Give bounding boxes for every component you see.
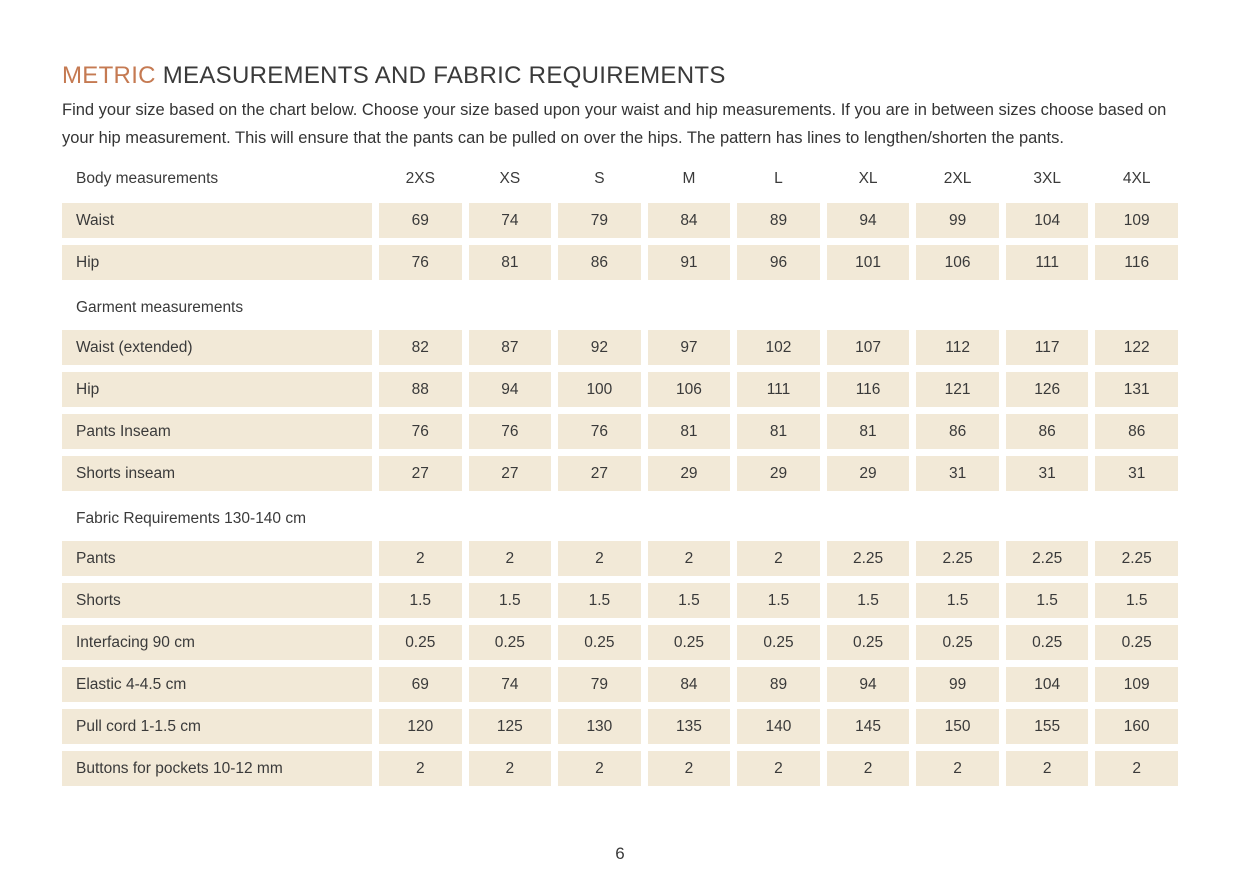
value-cell: 91: [648, 245, 731, 280]
value-cell: 1.5: [558, 583, 641, 618]
value-cell: 1.5: [1006, 583, 1089, 618]
value-cell: 92: [558, 330, 641, 365]
value-cell: 111: [1006, 245, 1089, 280]
size-column-header: 2XL: [943, 170, 972, 187]
value-cell: 86: [1006, 414, 1089, 449]
value-cell: 1.5: [827, 583, 910, 618]
value-cell: 76: [379, 414, 462, 449]
value-cell: 1.5: [916, 583, 999, 618]
row-label: Waist: [62, 203, 372, 238]
table-row: [62, 709, 1178, 744]
value-cell: 2: [737, 751, 820, 786]
value-cell: 0.25: [469, 625, 552, 660]
table-row: [62, 667, 1178, 702]
value-cell: 2: [648, 751, 731, 786]
value-cell: 2: [469, 541, 552, 576]
value-cell: 69: [379, 203, 462, 238]
table-row: [62, 330, 1178, 365]
value-cell: 2: [379, 751, 462, 786]
value-cell: 2: [648, 541, 731, 576]
value-cell: 27: [379, 456, 462, 491]
value-cell: 109: [1095, 667, 1178, 702]
page-number: 6: [615, 844, 625, 863]
row-label: Interfacing 90 cm: [62, 625, 372, 660]
value-cell: 76: [379, 245, 462, 280]
row-label: Elastic 4-4.5 cm: [62, 667, 372, 702]
value-cell: 2: [827, 751, 910, 786]
value-cell: 86: [916, 414, 999, 449]
page-title: [62, 62, 1178, 90]
table-row: [62, 751, 1178, 786]
table-row: [62, 456, 1178, 491]
size-column-header: L: [774, 170, 783, 187]
value-cell: 94: [827, 667, 910, 702]
table-row: [62, 583, 1178, 618]
value-cell: 104: [1006, 667, 1089, 702]
value-cell: 74: [469, 667, 552, 702]
value-cell: 79: [558, 667, 641, 702]
value-cell: 96: [737, 245, 820, 280]
row-label: Pants: [62, 541, 372, 576]
value-cell: 0.25: [1095, 625, 1178, 660]
row-label: Pull cord 1-1.5 cm: [62, 709, 372, 744]
value-cell: 126: [1006, 372, 1089, 407]
value-cell: 2.25: [1095, 541, 1178, 576]
value-cell: 0.25: [1006, 625, 1089, 660]
value-cell: 69: [379, 667, 462, 702]
value-cell: 0.25: [827, 625, 910, 660]
value-cell: 84: [648, 667, 731, 702]
value-cell: 104: [1006, 203, 1089, 238]
value-cell: 150: [916, 709, 999, 744]
value-cell: 94: [469, 372, 552, 407]
value-cell: 0.25: [379, 625, 462, 660]
value-cell: 79: [558, 203, 641, 238]
value-cell: 131: [1095, 372, 1178, 407]
value-cell: 121: [916, 372, 999, 407]
value-cell: 86: [558, 245, 641, 280]
section-header-row: [62, 508, 1178, 529]
value-cell: 155: [1006, 709, 1089, 744]
value-cell: 87: [469, 330, 552, 365]
value-cell: 76: [469, 414, 552, 449]
value-cell: 2: [916, 751, 999, 786]
table-row: [62, 625, 1178, 660]
value-cell: 112: [916, 330, 999, 365]
value-cell: 2.25: [1006, 541, 1089, 576]
value-cell: 145: [827, 709, 910, 744]
value-cell: 1.5: [379, 583, 462, 618]
value-cell: 2: [737, 541, 820, 576]
table-row: [62, 245, 1178, 280]
value-cell: 1.5: [469, 583, 552, 618]
value-cell: 81: [737, 414, 820, 449]
value-cell: 29: [648, 456, 731, 491]
value-cell: 109: [1095, 203, 1178, 238]
size-column-header: XS: [499, 170, 521, 187]
value-cell: 31: [1095, 456, 1178, 491]
size-fabric-table: [62, 169, 1178, 786]
intro-paragraph: Find your size based on the chart below. Choose your size based upon your waist and hip measurements. If you are in between sizes choose based on your hip measurement. This will ensure that the pants can be pulled on over the hips. The pattern has lines to lengthen/shorten the pants.: [62, 101, 1167, 147]
value-cell: 27: [558, 456, 641, 491]
value-cell: 84: [648, 203, 731, 238]
section-header-row: [62, 169, 1178, 189]
value-cell: 102: [737, 330, 820, 365]
value-cell: 2.25: [916, 541, 999, 576]
row-label: Pants Inseam: [62, 414, 372, 449]
section-header-label: Fabric Requirements 130-140 cm: [76, 509, 307, 527]
value-cell: 2: [469, 751, 552, 786]
value-cell: 120: [379, 709, 462, 744]
size-column-header: M: [682, 170, 696, 187]
value-cell: 82: [379, 330, 462, 365]
value-cell: 81: [827, 414, 910, 449]
value-cell: 99: [916, 203, 999, 238]
value-cell: 0.25: [737, 625, 820, 660]
size-column-header: S: [594, 170, 605, 187]
size-column-header: 3XL: [1033, 170, 1061, 187]
value-cell: 1.5: [648, 583, 731, 618]
value-cell: 2: [558, 751, 641, 786]
value-cell: 116: [1095, 245, 1178, 280]
table-row: [62, 414, 1178, 449]
value-cell: 94: [827, 203, 910, 238]
value-cell: 140: [737, 709, 820, 744]
value-cell: 86: [1095, 414, 1178, 449]
row-label: Waist (extended): [62, 330, 372, 365]
value-cell: 89: [737, 203, 820, 238]
value-cell: 0.25: [648, 625, 731, 660]
row-label: Hip: [62, 372, 372, 407]
value-cell: 130: [558, 709, 641, 744]
value-cell: 160: [1095, 709, 1178, 744]
value-cell: 122: [1095, 330, 1178, 365]
value-cell: 2: [1006, 751, 1089, 786]
value-cell: 81: [648, 414, 731, 449]
value-cell: 0.25: [558, 625, 641, 660]
section-header-label: Body measurements: [76, 170, 219, 187]
value-cell: 2: [379, 541, 462, 576]
value-cell: 31: [1006, 456, 1089, 491]
value-cell: 74: [469, 203, 552, 238]
table-row: [62, 541, 1178, 576]
value-cell: 1.5: [1095, 583, 1178, 618]
value-cell: 89: [737, 667, 820, 702]
value-cell: 99: [916, 667, 999, 702]
value-cell: 100: [558, 372, 641, 407]
value-cell: 29: [827, 456, 910, 491]
value-cell: 29: [737, 456, 820, 491]
value-cell: 2: [1095, 751, 1178, 786]
size-column-header: XL: [858, 170, 878, 187]
value-cell: 2: [558, 541, 641, 576]
page-title-rest: MEASUREMENTS AND FABRIC REQUIREMENTS: [155, 62, 726, 89]
value-cell: 97: [648, 330, 731, 365]
value-cell: 0.25: [916, 625, 999, 660]
page-title-accent: METRIC: [62, 62, 156, 89]
value-cell: 117: [1006, 330, 1089, 365]
table-row: [62, 203, 1178, 238]
value-cell: 106: [916, 245, 999, 280]
value-cell: 2.25: [827, 541, 910, 576]
value-cell: 101: [827, 245, 910, 280]
value-cell: 81: [469, 245, 552, 280]
value-cell: 27: [469, 456, 552, 491]
row-label: Shorts inseam: [62, 456, 372, 491]
value-cell: 107: [827, 330, 910, 365]
section-header-label: Garment measurements: [76, 298, 244, 316]
row-label: Hip: [62, 245, 372, 280]
value-cell: 116: [827, 372, 910, 407]
value-cell: 76: [558, 414, 641, 449]
size-column-header: 2XS: [405, 170, 435, 187]
value-cell: 88: [379, 372, 462, 407]
value-cell: 106: [648, 372, 731, 407]
row-label: Shorts: [62, 583, 372, 618]
value-cell: 111: [737, 372, 820, 407]
value-cell: 31: [916, 456, 999, 491]
section-header-row: [62, 297, 1178, 318]
size-column-header: 4XL: [1122, 170, 1151, 187]
value-cell: 135: [648, 709, 731, 744]
value-cell: 125: [469, 709, 552, 744]
value-cell: 1.5: [737, 583, 820, 618]
row-label: Buttons for pockets 10-12 mm: [62, 751, 372, 786]
table-row: [62, 372, 1178, 407]
